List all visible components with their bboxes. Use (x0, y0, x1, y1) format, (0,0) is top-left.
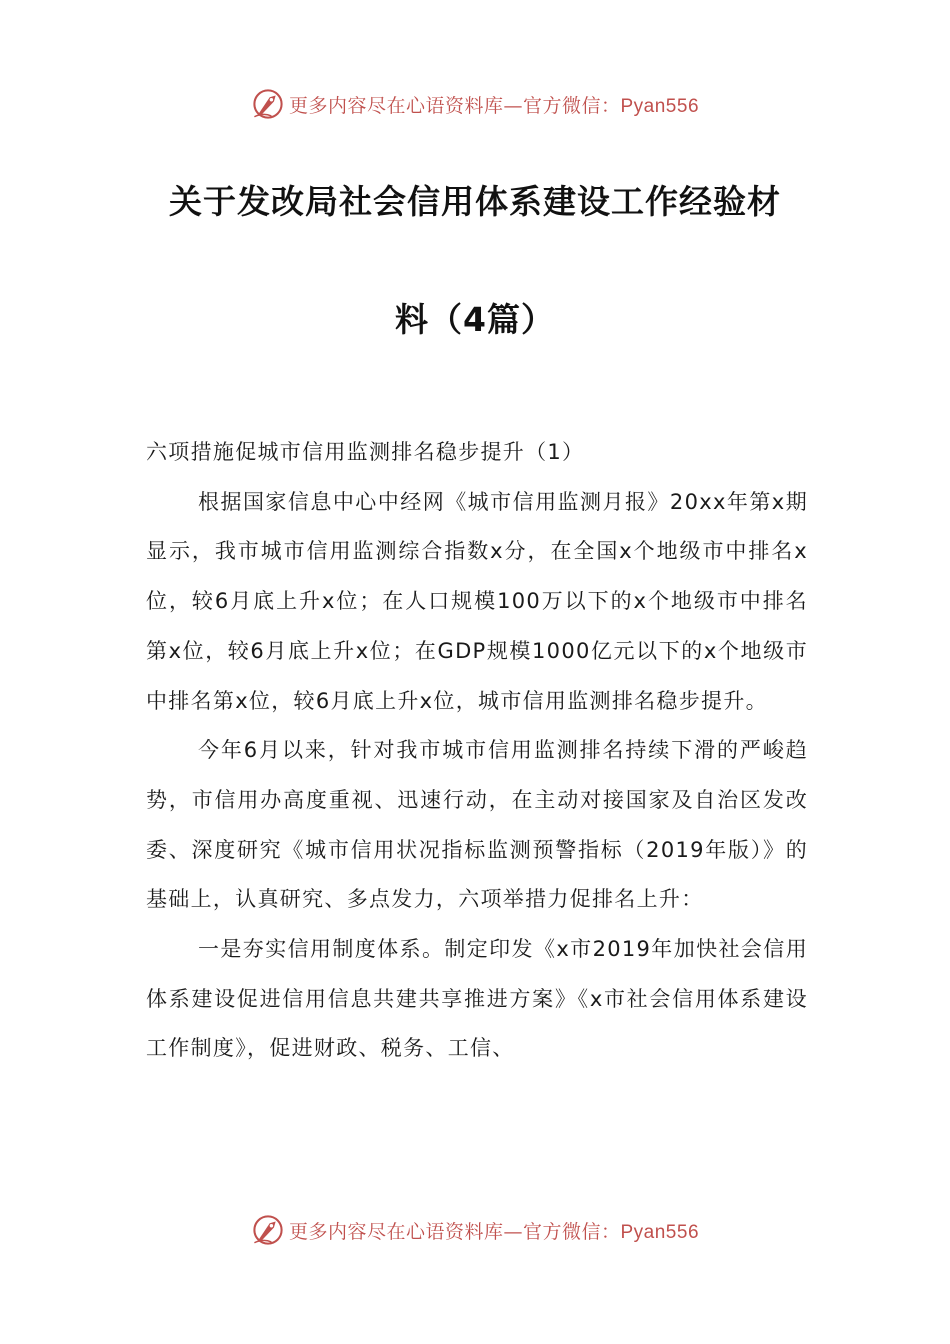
paragraph-1: 根据国家信息中心中经网《城市信用监测月报》20xx年第x期显示，我市城市信用监测综合指数x分，在全国x个地级市中排名x位，较6月底上升x位；在人口规模100万以下的x个地级市中排名第x位，较6月底上升x位；在GDP规模1000亿元以下的x个地级市中排名第x位，较6月底上升x位，城市信用监测排名稳步提升。 (146, 489, 808, 713)
document-title-line-2: 料（4篇） (395, 300, 555, 339)
paragraph-3: 一是夯实信用制度体系。制定印发《x市2019年加快社会信用体系建设促进信用信息共建共享推进方案》《x市社会信用体系建设工作制度》，促进财政、税务、工信、 (146, 937, 808, 1061)
watermark-account: Pyan556 (620, 95, 700, 117)
pen-nib-circle-icon (251, 87, 285, 121)
watermark-account: Pyan556 (620, 1221, 700, 1243)
watermark-banner-top (0, 84, 950, 124)
watermark-text: 更多内容尽在心语资料库—官方微信：Pyan556 (288, 94, 700, 117)
watermark-text: 更多内容尽在心语资料库—官方微信：Pyan556 (288, 1220, 700, 1243)
article-body (146, 428, 808, 1074)
pen-nib-circle-icon (251, 1213, 285, 1247)
paragraph-2: 今年6月以来，针对我市城市信用监测排名持续下滑的严峻趋势，市信用办高度重视、迅速行动，在主动对接国家及自治区发改委、深度研究《城市信用状况指标监测预警指标（2019年版）》的基础上，认真研究、多点发力，六项举措力促排名上升： (146, 738, 808, 912)
watermark-banner-bottom (0, 1210, 950, 1250)
document-title-line-1: 关于发改局社会信用体系建设工作经验材 (169, 182, 781, 221)
section-heading: 六项措施促城市信用监测排名稳步提升（1） (146, 440, 585, 464)
